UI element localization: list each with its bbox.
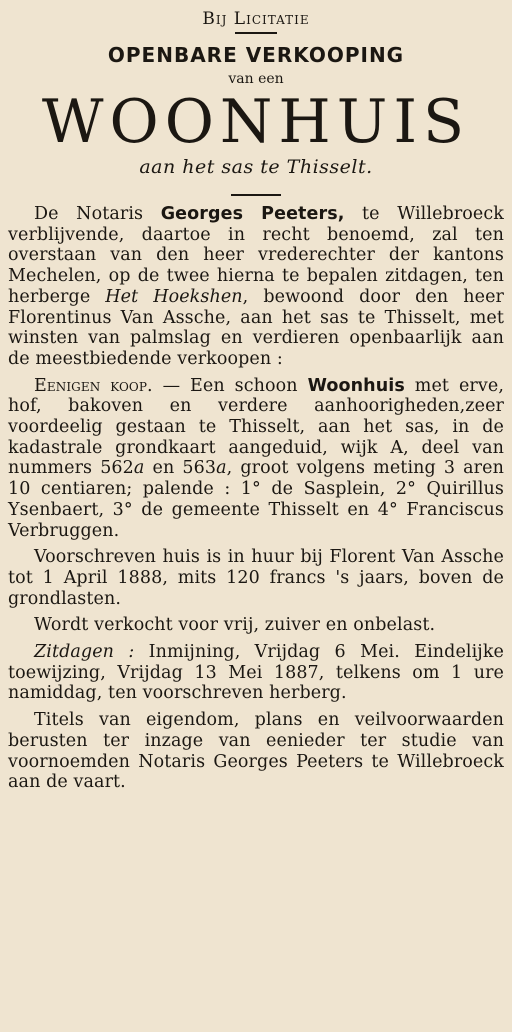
paragraph-property — [8, 376, 504, 542]
paragraph-lease: Voorschreven huis is in huur bij Florent Van Assche tot 1 April 1888, mits 120 francs 's jaars, boven de grondlasten. — [8, 547, 504, 609]
parcel-suffix: a — [133, 458, 145, 479]
main-heading: OPENBARE VERKOOPING — [107, 43, 405, 67]
auction-label: Bij Licitatie — [202, 9, 310, 29]
paragraph-sale-terms: Wordt verkocht voor vrij, zuiver en onbelast. — [34, 615, 436, 636]
divider-rule — [235, 32, 277, 34]
text-span: Inmijning, Vrijdag 6 Mei. Eindelijke toewijzing, Vrijdag 13 Mei 1887, telkens om 1 ure namiddag, ten voorschreven herberg. — [8, 642, 504, 704]
notary-name: Georges Peeters, — [160, 204, 345, 224]
paragraph-documents: Titels van eigendom, plans en veilvoorwaarden berusten ter inzage van eenieder ter studie van voornoemden Notaris Georges Peeters te Willebroeck aan de vaart. — [8, 710, 504, 793]
connector-text: van een — [228, 71, 284, 87]
inn-name: Het Hoekshen — [105, 286, 243, 307]
paragraph-notary — [8, 204, 504, 370]
parcel-suffix: a — [216, 458, 227, 479]
paragraph-sessions — [8, 642, 504, 704]
text-span: De Notaris — [34, 204, 161, 224]
text-span: met erve, hof, bakoven en verdere aanhoorigheden,zeer voordeelig gestaan te Thisselt, aan het sas, in de kadastrale grondkaart aangeduid, wijk A, deel van nummers 562 — [8, 375, 504, 479]
sessions-label: Zitdagen : — [34, 642, 135, 663]
big-title: WOONHUIS — [41, 87, 471, 157]
body-text — [8, 204, 504, 793]
text-span: te Willebroeck verblijvende, daartoe in recht benoemd, zal ten overstaan van den heer vrederechter der kantons Mechelen, op de twee hierna te bepalen zitdagen, ten herberge — [8, 204, 504, 307]
divider-rule — [231, 194, 281, 196]
location-subtitle: aan het sas te Thisselt. — [139, 156, 373, 178]
property-name: Woonhuis — [307, 375, 405, 396]
text-span: en 563 — [144, 458, 217, 479]
text-span: , bewoond door den heer Florentinus Van Assche, aan het sas te Thisselt, met winsten van palmslag en verdieren openbaarlijk aan de meestbiedende verkoopen : — [8, 286, 504, 369]
text-span: — Een schoon — [152, 375, 308, 396]
lot-label: Eenigen koop. — [34, 375, 153, 396]
text-span: , groot volgens meting 3 aren 10 centiaren; palende : 1° de Sasplein, 2° Quirillus Ysenbaert, 3° de gemeente Thisselt en 4° Franciscus Verbruggen. — [8, 458, 504, 541]
